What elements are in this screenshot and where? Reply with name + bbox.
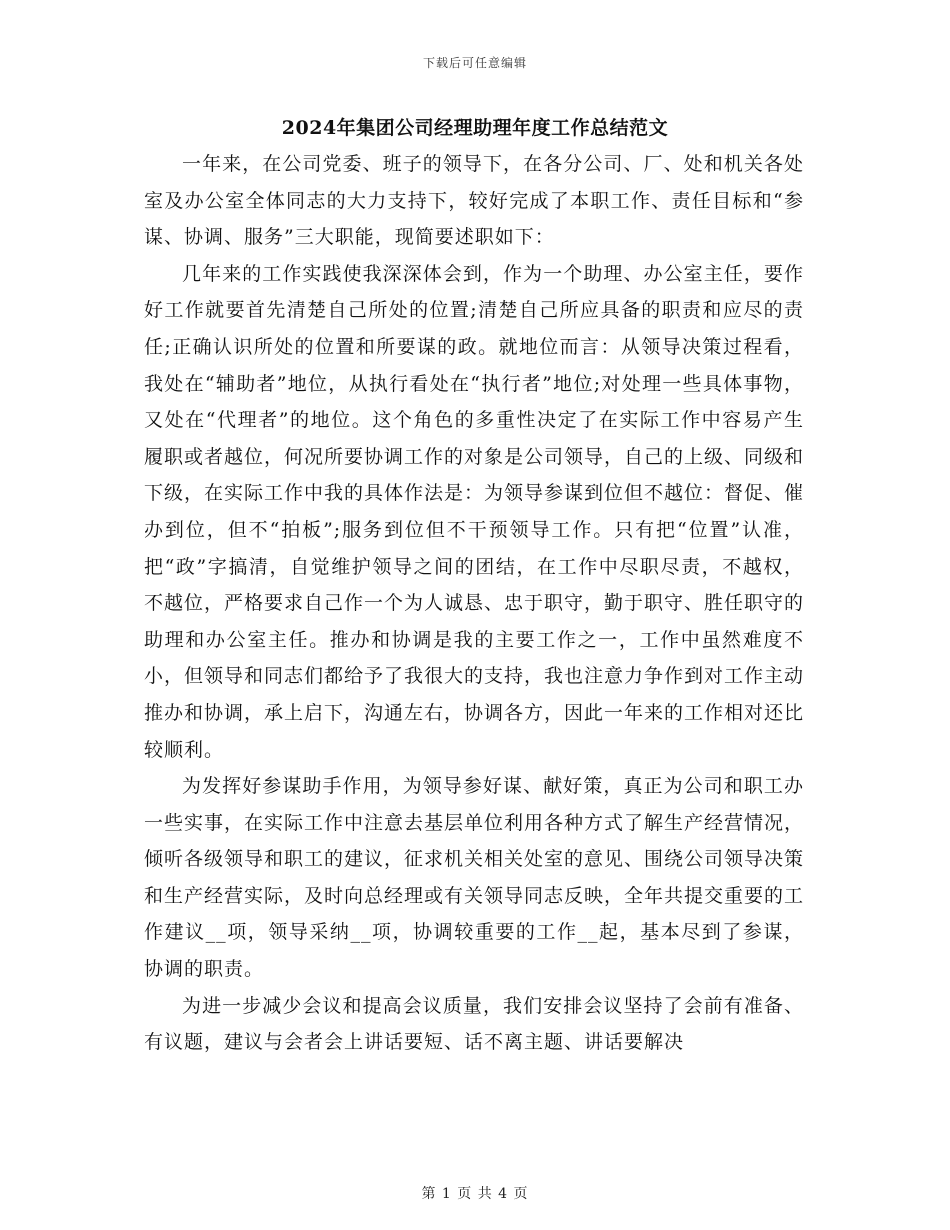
paragraph-meetings: 为进一步减少会议和提高会议质量，我们安排会议坚持了会前有准备、有议题，建议与会者会上讲话要短、话不离主题、讲话要解决 <box>144 994 804 1054</box>
document-title: 2024年集团公司经理助理年度工作总结范文 <box>281 117 669 139</box>
document-body <box>144 146 804 1061</box>
page-number-footer: 第 1 页 共 4 页 <box>421 1186 529 1202</box>
paragraph-intro: 一年来，在公司党委、班子的领导下，在各分公司、厂、处和机关各处室及办公室全体同志的大力支持下，较好完成了本职工作、责任目标和“参谋、协调、服务”三大职能，现简要述职如下： <box>144 153 804 249</box>
paragraph-advisory: 为发挥好参谋助手作用，为领导参好谋、献好策，真正为公司和职工办一些实事，在实际工作中注意去基层单位利用各种方式了解生产经营情况，倾听各级领导和职工的建议，征求机关相关处室的意见、围绕公司领导决策和生产经营实际，及时向总经理或有关领导同志反映，全年共提交重要的工作建议__项，领导采纳__项，协调较重要的工作__起，基本尽到了参谋，协调的职责。 <box>144 775 805 981</box>
paragraph-position: 几年来的工作实践使我深深体会到，作为一个助理、办公室主任，要作好工作就要首先清楚自己所处的位置;清楚自己所应具备的职责和应尽的责任;正确认识所处的位置和所要谋的政。就地位而言：从领导决策过程看，我处在“辅助者”地位，从执行看处在“执行者”地位;对处理一些具体事物，又处在“代理者”的地位。这个角色的多重性决定了在实际工作中容易产生履职或者越位，何况所要协调工作的对象是公司领导，自己的上级、同级和下级，在实际工作中我的具体作法是：为领导参谋到位但不越位：督促、催办到位，但不“拍板”;服务到位但不干预领导工作。只有把“位置”认准，把“政”字搞清，自觉维护领导之间的团结，在工作中尽职尽责，不越权，不越位，严格要求自己作一个为人诚恳、忠于职守，勤于职守、胜任职守的助理和办公室主任。推办和协调是我的主要工作之一，工作中虽然难度不小，但领导和同志们都给予了我很大的支持，我也注意力争作到对工作主动推办和协调，承上启下，沟通左右，协调各方，因此一年来的工作相对还比较顺利。 <box>144 262 805 761</box>
page-header-note: 下载后可任意编辑 <box>422 56 527 70</box>
